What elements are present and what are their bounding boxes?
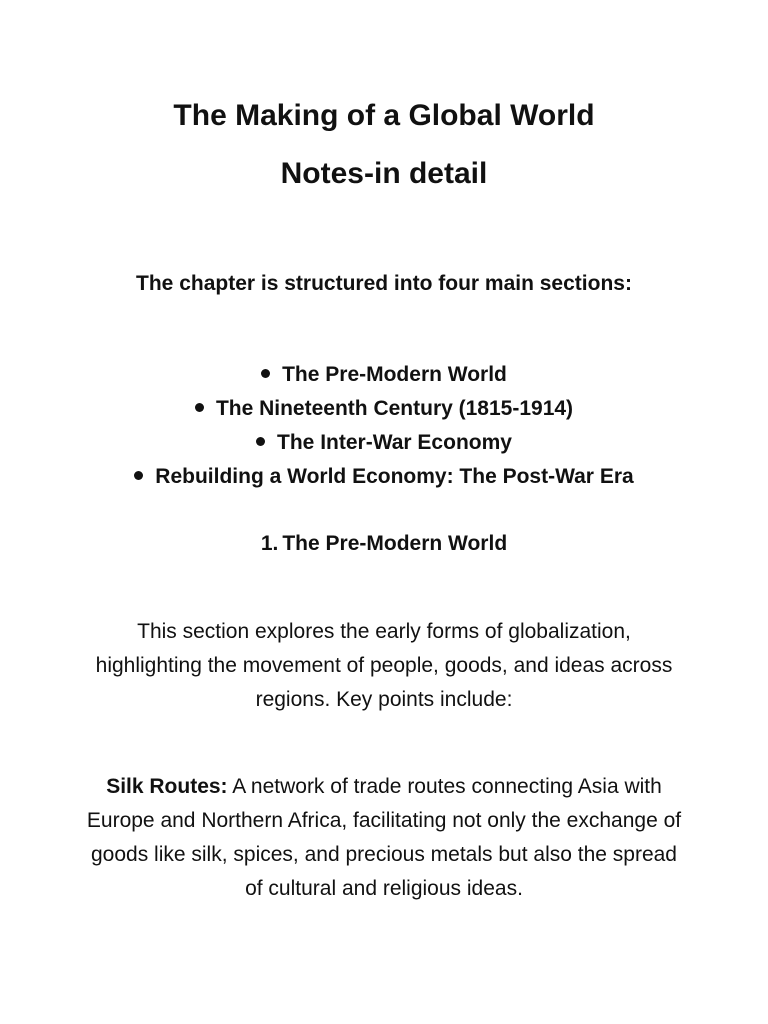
list-item bbox=[0, 460, 768, 494]
sections-list bbox=[0, 358, 768, 494]
section-label: The Pre-Modern World bbox=[282, 363, 507, 386]
bullet-icon bbox=[195, 403, 204, 412]
bullet-icon bbox=[134, 471, 143, 480]
section-number: 1. bbox=[260, 532, 279, 555]
silk-routes-paragraph bbox=[84, 770, 684, 906]
document-subtitle: Notes-in detail bbox=[280, 157, 488, 190]
intro-text: The chapter is structured into four main sections: bbox=[136, 272, 632, 295]
bullet-icon bbox=[256, 437, 265, 446]
section-label: The Inter-War Economy bbox=[277, 431, 512, 454]
document-title: The Making of a Global World bbox=[173, 99, 595, 132]
section-paragraph: This section explores the early forms of globalization, highlighting the movement of people, goods, and ideas across regions. Key points include: bbox=[95, 620, 673, 711]
list-item bbox=[0, 426, 768, 460]
list-item bbox=[0, 358, 768, 392]
section-label: Rebuilding a World Economy: The Post-War Era bbox=[155, 465, 634, 488]
section-heading-text: The Pre-Modern World bbox=[282, 532, 508, 555]
section-label: The Nineteenth Century (1815-1914) bbox=[215, 397, 574, 420]
list-item bbox=[0, 392, 768, 426]
silk-routes-term: Silk Routes: bbox=[106, 775, 228, 798]
section-heading bbox=[0, 530, 768, 558]
bullet-icon bbox=[261, 369, 270, 378]
silk-routes-text: A network of trade routes connecting Asia with Europe and Northern Africa, facilitating not only the exchange of goods like silk, spices, and precious metals but also the spread of cultural and religious ideas. bbox=[86, 775, 682, 900]
